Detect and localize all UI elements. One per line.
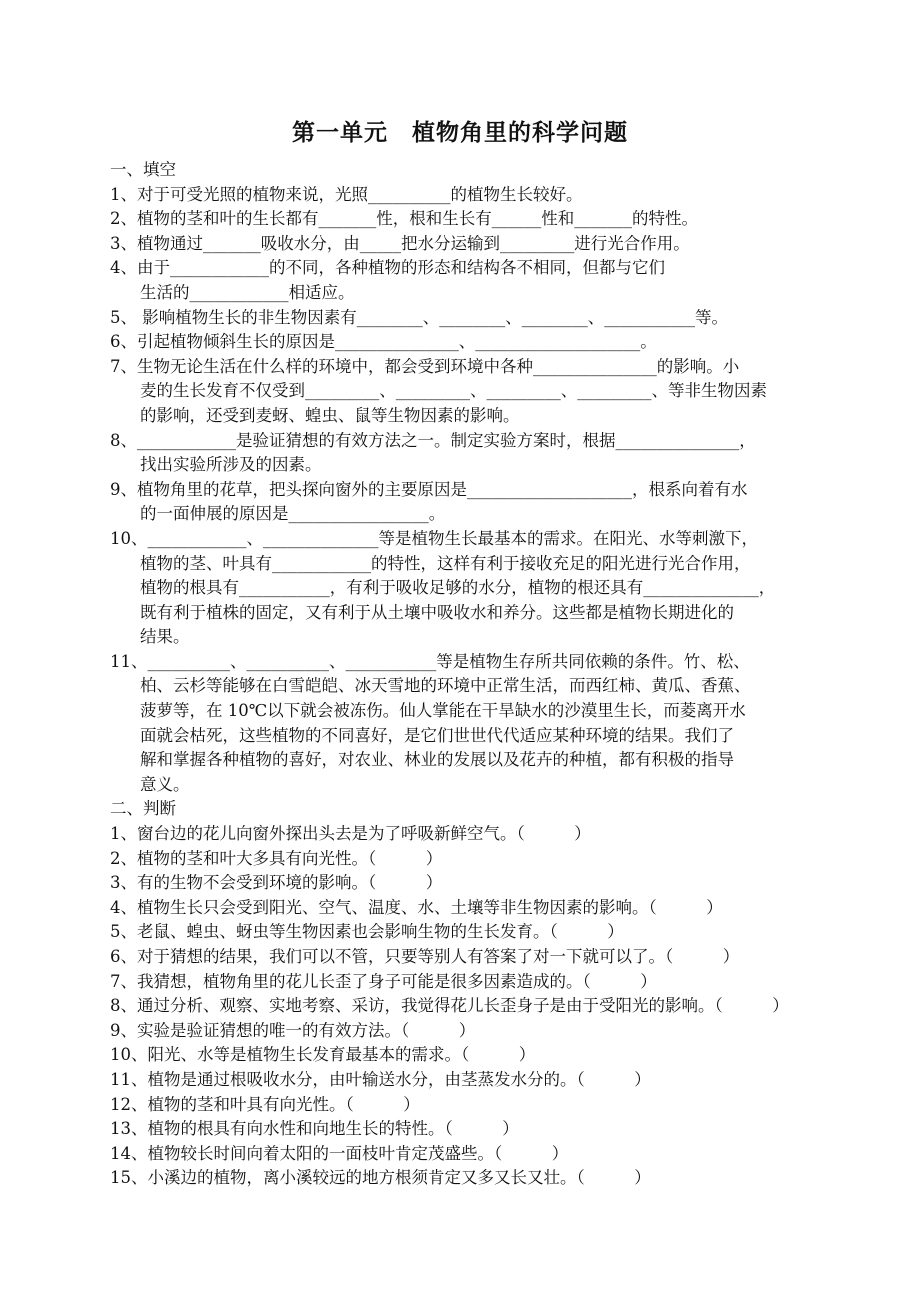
question-line: 麦的生长发育不仅受到_________、_________、_________、_________、等非生物因素 [140,381,767,401]
question-line: 意义。 [140,774,190,794]
question-line: 11、植物是通过根吸收水分，由叶输送水分，由茎蒸发水分的。（ ） [110,1069,651,1089]
question-list [110,183,850,798]
page-title: 第一单元 植物角里的科学问题 [292,119,628,146]
question-line: 5、老鼠、蝗虫、蚜虫等生物因素也会影响生物的生长发育。（ ） [110,922,624,942]
question-line: 植物的根具有___________，有利于吸收足够的水分，植物的根还具有______________， [140,578,776,598]
question-line: 柏、云杉等能够在白雪皑皑、冰天雪地的环境中正常生活，而西红柿、黄瓜、香蕉、 [140,676,751,696]
question-line: 6、引起植物倾斜生长的原因是_______________、____________________。 [110,332,657,352]
question-line: 既有利于植株的固定，又有利于从土壤中吸收水和养分。这些都是植物长期进化的 [140,602,734,622]
worksheet-content [110,158,850,1191]
question-line: 10、____________、______________等是植物生长最基本的需求。在阳光、水等刺激下， [110,528,758,548]
question-line: 面就会枯死，这些植物的不同喜好，是它们世世代代适应某种环境的结果。我们了 [140,725,734,745]
question-line: 13、植物的根具有向水性和向地生长的特性。（ ） [110,1119,519,1139]
true-false-section [110,797,850,1191]
question-line: 6、对于猜想的结果，我们可以不管，只要等别人有答案了对一下就可以了。（ ） [110,947,740,966]
question-line: 结果。 [140,627,190,647]
question-line: 解和掌握各种植物的喜好，对农业、林业的发展以及花卉的种植，都有积极的指导 [140,750,734,770]
question-line: 3、植物通过_______吸收水分，由_____把水分运输到_________进行光合作用。 [110,233,690,253]
question-line: 5、 影响植物生长的非生物因素有________、________、________、___________等。 [110,307,728,327]
question-line: 8、通过分析、观察、实地考察、采访，我觉得花儿长歪身子是由于受阳光的影响。（ ） [110,996,789,1016]
question-line: 2、植物的茎和叶大多具有向光性。（ ） [110,848,443,868]
question-line: 4、植物生长只会受到阳光、空气、温度、水、土壤等非生物因素的影响。（ ） [110,897,723,917]
question-line: 的影响，还受到麦蚜、蝗虫、鼠等生物因素的影响。 [140,405,520,425]
section-heading: 一、填空 [110,160,176,179]
question-list [110,822,850,1191]
question-line: 1、窗台边的花儿向窗外探出头去是为了呼吸新鲜空气。（ ） [110,824,591,844]
question-line: 7、生物无论生活在什么样的环境中，都会受到环境中各种_______________的影响。小 [110,356,740,376]
question-line: 9、实验是验证猜想的唯一的有效方法。（ ） [110,1020,476,1040]
question-line: 生活的____________相适应。 [140,282,355,302]
question-line: 2、植物的茎和叶的生长都有_______性，根和生长有______性和_______的特性。 [110,209,698,229]
question-line: 3、有的生物不会受到环境的影响。（ ） [110,873,443,893]
question-line: 的一面伸展的原因是_________________。 [140,504,446,524]
question-line: 14、植物较长时间向着太阳的一面枝叶肯定茂盛些。（ ） [110,1143,569,1163]
question-line: 11、__________、__________、___________等是植物生存所共同依赖的条件。竹、松、 [110,651,750,671]
section-heading: 二、判断 [110,799,176,819]
question-line: 植物的茎、叶具有____________的特性，这样有利于接收充足的阳光进行光合作用， [140,553,751,573]
question-line: 7、我猜想，植物角里的花儿长歪了身子可能是很多因素造成的。（ ） [110,971,657,991]
question-line: 15、小溪边的植物，离小溪较远的地方根须肯定又多又长又壮。（ ） [110,1168,651,1188]
question-line: 1、对于可受光照的植物来说，光照__________的植物生长较好。 [110,184,583,204]
question-line: 12、植物的茎和叶具有向光性。（ ） [110,1094,420,1114]
question-line: 8、____________是验证猜想的有效方法之一。制定实验方案时，根据_______________， [110,430,756,450]
question-line: 9、植物角里的花草，把头探向窗外的主要原因是____________________，根系向着有水 [110,479,748,499]
fill-in-section [110,158,850,797]
question-line: 找出实验所涉及的因素。 [140,455,322,475]
question-line: 4、由于____________的不同，各种植物的形态和结构各不相同，但都与它们 [110,258,665,278]
question-line: 菠萝等，在 10℃以下就会被冻伤。仙人掌能在干旱缺水的沙漠里生长，而菱离开水 [140,701,746,721]
question-line: 10、阳光、水等是植物生长发育最基本的需求。（ ） [110,1045,536,1065]
